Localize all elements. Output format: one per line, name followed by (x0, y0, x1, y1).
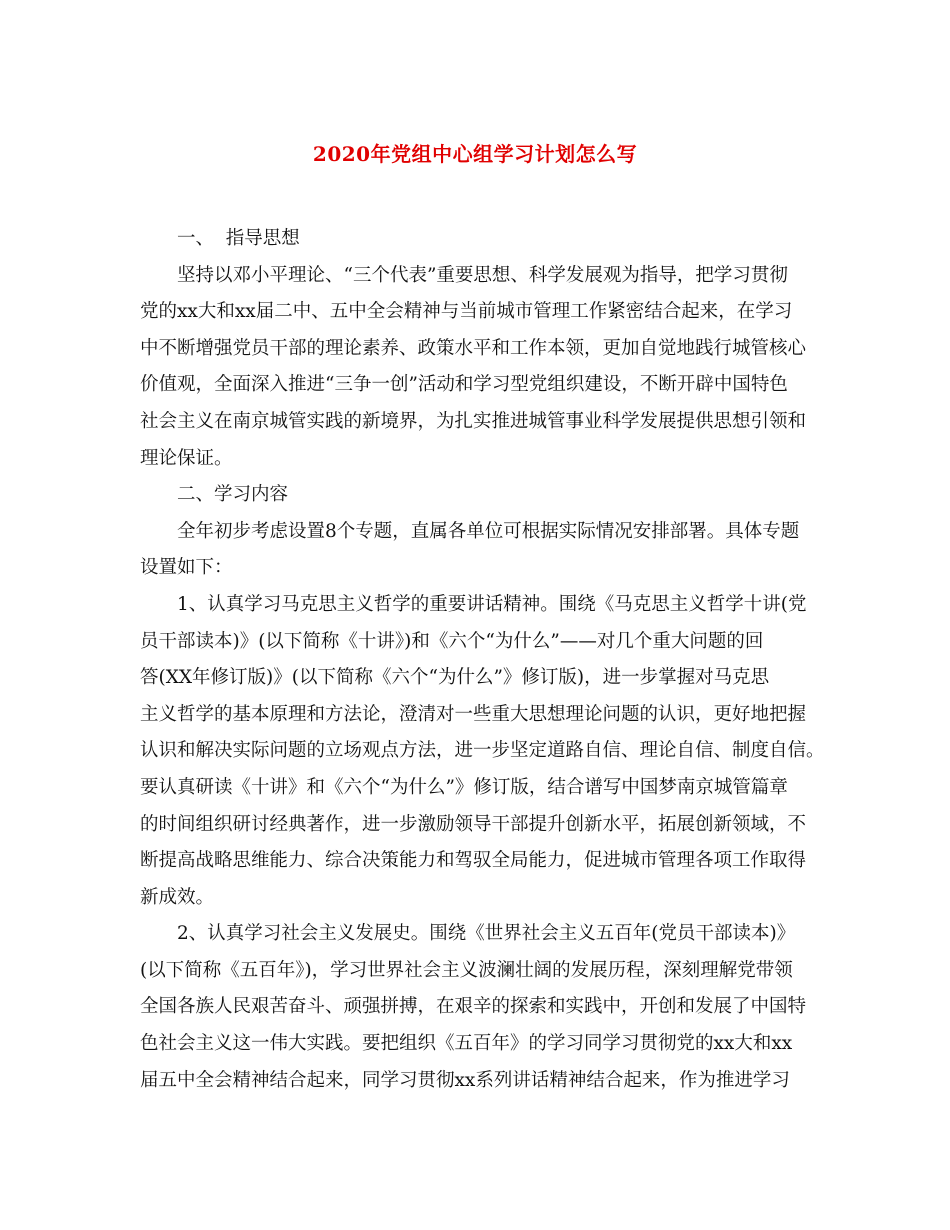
text-line: 色社会主义这一伟大实践。要把组织《五百年》的学习同学习贯彻党的xx大和xx (140, 1033, 793, 1055)
text-line: 主义哲学的基本原理和方法论，澄清对一些重大思想理论问题的认识，更好地把握 (140, 703, 807, 725)
paragraph (140, 258, 830, 478)
document-body (140, 221, 830, 1099)
text-line: 断提高战略思维能力、综合决策能力和驾驭全局能力，促进城市管理各项工作取得 (140, 850, 807, 872)
text-line: 的时间组织研讨经典著作，进一步激励领导干部提升创新水平，拓展创新领域，不 (140, 813, 807, 835)
section-heading: 一、 指导思想 (177, 228, 300, 249)
text-line: 坚持以邓小平理论、“三个代表”重要思想、科学发展观为指导，把学习贯彻 (177, 264, 788, 286)
text-line: (以下简称《五百年》)，学习世界社会主义波澜壮阔的发展历程，深刻理解党带领 (140, 959, 793, 981)
text-line: 届五中全会精神结合起来，同学习贯彻xx系列讲话精神结合起来，作为推进学习 (140, 1069, 790, 1091)
text-line: 全国各族人民艰苦奋斗、顽强拼搏，在艰辛的探索和实践中，开创和发展了中国特 (140, 996, 807, 1018)
document-title: 2020年党组中心组学习计划怎么写 (312, 142, 638, 166)
text-line: 1、认真学习马克思主义哲学的重要讲话精神。围绕《马克思主义哲学十讲(党 (177, 593, 807, 615)
section-heading: 二、学习内容 (177, 484, 289, 506)
text-line: 全年初步考虑设置8个专题，直属各单位可根据实际情况安排部署。具体专题 (177, 520, 800, 542)
text-line: 新成效。 (140, 886, 215, 908)
text-line: 答(XX年修订版)》(以下简称《六个“为什么”》修订版)，进一步掌握对马克思 (140, 667, 770, 689)
text-line: 社会主义在南京城管实践的新境界，为扎实推进城管事业科学发展提供思想引领和 (140, 410, 807, 432)
text-line: 党的xx大和xx届二中、五中全会精神与当前城市管理工作紧密结合起来，在学习 (140, 301, 793, 323)
text-line: 员干部读本)》(以下简称《十讲》)和《六个“为什么”——对几个重大问题的回 (140, 630, 764, 652)
text-line: 要认真研读《十讲》和《六个“为什么”》修订版，结合谱写中国梦南京城管篇章 (140, 776, 788, 798)
text-line: 价值观，全面深入推进“三争一创”活动和学习型党组织建设，不断开辟中国特色 (140, 374, 788, 396)
text-line: 2、认真学习社会主义发展史。围绕《世界社会主义五百年(党员干部读本)》 (177, 923, 796, 945)
paragraph (140, 916, 830, 1099)
paragraph (140, 514, 830, 587)
text-line: 理论保证。 (140, 447, 233, 469)
text-line: 认识和解决实际问题的立场观点方法，进一步坚定道路自信、理论自信、制度自信。 (140, 740, 825, 762)
text-line: 中不断增强党员干部的理论素养、政策水平和工作本领，更加自觉地践行城管核心 (140, 337, 807, 359)
text-line: 设置如下： (140, 557, 233, 579)
paragraph (140, 587, 830, 916)
